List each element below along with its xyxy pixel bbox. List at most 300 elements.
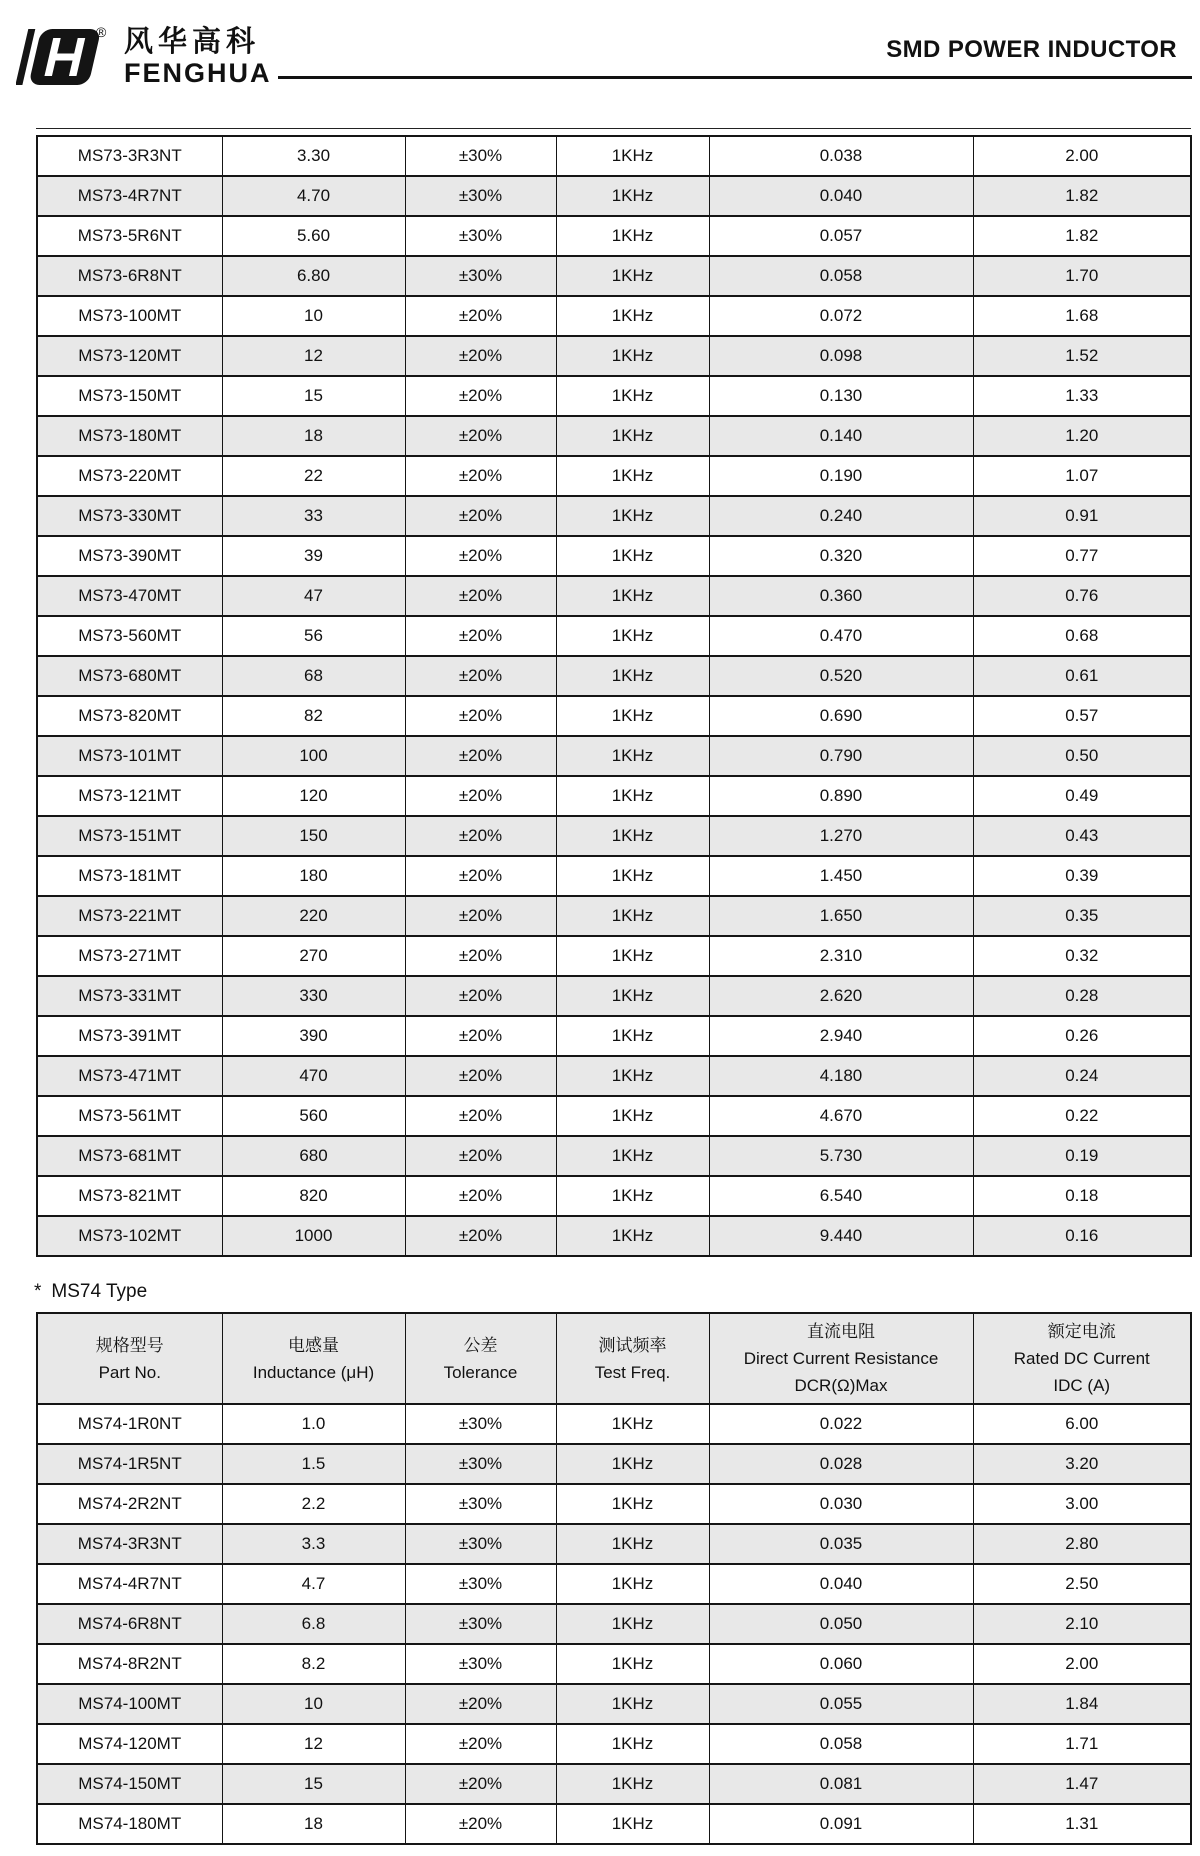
table-cell: 56 — [222, 616, 405, 656]
table-cell: 0.470 — [709, 616, 973, 656]
table-cell: MS73-331MT — [37, 976, 222, 1016]
table-cell: MS73-121MT — [37, 776, 222, 816]
table-cell: ±20% — [405, 1684, 556, 1724]
table-cell: ±30% — [405, 256, 556, 296]
table-cell: 33 — [222, 496, 405, 536]
table-row — [37, 296, 1191, 336]
table-row — [37, 1016, 1191, 1056]
table-cell: 3.3 — [222, 1524, 405, 1564]
table-cell: 0.022 — [709, 1404, 973, 1444]
header-line-en: Direct Current Resistance — [743, 1349, 939, 1368]
table-cell: 0.058 — [709, 1724, 973, 1764]
header-line-en: Part No. — [98, 1362, 161, 1382]
table-cell: ±20% — [405, 896, 556, 936]
table-cell: 1.450 — [709, 856, 973, 896]
table-cell: ±20% — [405, 656, 556, 696]
table-cell: 0.360 — [709, 576, 973, 616]
table-cell: ±20% — [405, 296, 556, 336]
header-line-cn: 公差 — [463, 1335, 498, 1355]
table-cell: 1KHz — [556, 936, 709, 976]
table-cell: 8.2 — [222, 1644, 405, 1684]
table-cell: MS73-102MT — [37, 1216, 222, 1256]
table-cell: 0.77 — [973, 536, 1191, 576]
table-cell: 1KHz — [556, 1524, 709, 1564]
table-cell: 4.70 — [222, 176, 405, 216]
table-cell: 68 — [222, 656, 405, 696]
header-line-en: Inductance (μH) — [252, 1362, 375, 1382]
table-cell: 0.19 — [973, 1136, 1191, 1176]
table-cell: MS73-220MT — [37, 456, 222, 496]
table-cell: 1KHz — [556, 1016, 709, 1056]
table-cell: 2.00 — [973, 1644, 1191, 1684]
table-cell: 0.16 — [973, 1216, 1191, 1256]
table-row — [37, 816, 1191, 856]
table-cell: 1KHz — [556, 376, 709, 416]
table-cell: 5.60 — [222, 216, 405, 256]
table-cell: 1.650 — [709, 896, 973, 936]
header-line-cn: 直流电阻 — [807, 1322, 875, 1341]
header-line-cn: 测试频率 — [598, 1335, 667, 1355]
table-cell: 150 — [222, 816, 405, 856]
table-row — [37, 256, 1191, 296]
table-cell: 2.310 — [709, 936, 973, 976]
table-cell: 1.20 — [973, 416, 1191, 456]
table-row — [37, 1764, 1191, 1804]
table-cell: 0.39 — [973, 856, 1191, 896]
table-cell: MS73-150MT — [37, 376, 222, 416]
table-cell: 820 — [222, 1176, 405, 1216]
table-cell: 1.70 — [973, 256, 1191, 296]
table-cell: 390 — [222, 1016, 405, 1056]
column-header-idc — [973, 1313, 1191, 1404]
table-cell: ±20% — [405, 576, 556, 616]
table-cell: 1KHz — [556, 456, 709, 496]
brand-name-english: FENGHUA — [124, 58, 272, 88]
table-row — [37, 1564, 1191, 1604]
table-cell: 1KHz — [556, 136, 709, 176]
table-row — [37, 136, 1191, 176]
table-cell: 680 — [222, 1136, 405, 1176]
table-cell: MS73-5R6NT — [37, 216, 222, 256]
table-cell: ±30% — [405, 1644, 556, 1684]
table-cell: 1KHz — [556, 1176, 709, 1216]
table-cell: 0.057 — [709, 216, 973, 256]
table-cell: 0.91 — [973, 496, 1191, 536]
table-cell: 0.57 — [973, 696, 1191, 736]
table-cell: MS74-180MT — [37, 1804, 222, 1844]
table-cell: ±30% — [405, 1564, 556, 1604]
table-cell: ±30% — [405, 136, 556, 176]
table-cell: 10 — [222, 296, 405, 336]
table-cell: 0.24 — [973, 1056, 1191, 1096]
header-line-en: Tolerance — [443, 1362, 518, 1382]
table-cell: 1.270 — [709, 816, 973, 856]
table-cell: MS73-4R7NT — [37, 176, 222, 216]
ms74-table-header — [37, 1313, 1191, 1404]
table-cell: MS74-2R2NT — [37, 1484, 222, 1524]
table-cell: 1KHz — [556, 1684, 709, 1724]
table-cell: 1KHz — [556, 336, 709, 376]
registered-trademark-icon: ® — [96, 24, 107, 40]
table-cell: ±30% — [405, 1444, 556, 1484]
table-cell: ±30% — [405, 1524, 556, 1564]
table-cell: 0.058 — [709, 256, 973, 296]
table-cell: ±20% — [405, 416, 556, 456]
table-cell: MS74-1R5NT — [37, 1444, 222, 1484]
table-cell: 3.20 — [973, 1444, 1191, 1484]
table-cell: 2.80 — [973, 1524, 1191, 1564]
table-cell: MS73-180MT — [37, 416, 222, 456]
table-cell: 1KHz — [556, 1484, 709, 1524]
table-cell: 1KHz — [556, 816, 709, 856]
table-cell: 0.038 — [709, 136, 973, 176]
table-cell: 39 — [222, 536, 405, 576]
table-cell: 3.00 — [973, 1484, 1191, 1524]
table-cell: 0.50 — [973, 736, 1191, 776]
table-cell: 1KHz — [556, 216, 709, 256]
table-cell: ±20% — [405, 496, 556, 536]
table-pagebreak-hairline — [36, 128, 1191, 129]
table-cell: 220 — [222, 896, 405, 936]
table-cell: 1KHz — [556, 576, 709, 616]
table-cell: 22 — [222, 456, 405, 496]
table-cell: 0.49 — [973, 776, 1191, 816]
table-cell: 1KHz — [556, 1764, 709, 1804]
table-row — [37, 1216, 1191, 1256]
table-cell: 0.050 — [709, 1604, 973, 1644]
table-cell: 1KHz — [556, 976, 709, 1016]
table-cell: 1KHz — [556, 1724, 709, 1764]
table-cell: MS73-330MT — [37, 496, 222, 536]
table-cell: MS73-560MT — [37, 616, 222, 656]
column-header-part-no — [37, 1313, 222, 1404]
header-row — [37, 1313, 1191, 1404]
table-cell: MS74-6R8NT — [37, 1604, 222, 1644]
table-cell: MS74-150MT — [37, 1764, 222, 1804]
table-cell: 1KHz — [556, 1644, 709, 1684]
table-cell: MS73-120MT — [37, 336, 222, 376]
table-cell: 1KHz — [556, 856, 709, 896]
table-cell: 1KHz — [556, 416, 709, 456]
table-cell: 0.43 — [973, 816, 1191, 856]
table-cell: 0.26 — [973, 1016, 1191, 1056]
table-cell: 1.5 — [222, 1444, 405, 1484]
table-cell: 2.50 — [973, 1564, 1191, 1604]
table-cell: 1.82 — [973, 176, 1191, 216]
table-cell: MS73-820MT — [37, 696, 222, 736]
table-row — [37, 856, 1191, 896]
table-cell: 0.091 — [709, 1804, 973, 1844]
table-cell: MS74-1R0NT — [37, 1404, 222, 1444]
table-cell: 0.76 — [973, 576, 1191, 616]
table-cell: 100 — [222, 736, 405, 776]
table-cell: MS73-271MT — [37, 936, 222, 976]
table-cell: 18 — [222, 1804, 405, 1844]
ms73-spec-table — [36, 135, 1192, 1257]
table-row — [37, 696, 1191, 736]
brand-name-chinese: 风华高科 — [124, 26, 261, 58]
table-cell: 1KHz — [556, 1136, 709, 1176]
table-cell: ±20% — [405, 456, 556, 496]
table-row — [37, 1444, 1191, 1484]
table-cell: ±30% — [405, 1484, 556, 1524]
table-cell: ±20% — [405, 1764, 556, 1804]
table-cell: MS73-3R3NT — [37, 136, 222, 176]
table-cell: 1.82 — [973, 216, 1191, 256]
table-row — [37, 496, 1191, 536]
table-cell: ±20% — [405, 1016, 556, 1056]
table-row — [37, 456, 1191, 496]
table-cell: ±20% — [405, 736, 556, 776]
asterisk-marker: * — [34, 1281, 42, 1302]
table-cell: 12 — [222, 336, 405, 376]
table-cell: 0.32 — [973, 936, 1191, 976]
table-cell: ±20% — [405, 616, 556, 656]
table-cell: 3.30 — [222, 136, 405, 176]
table-cell: MS73-390MT — [37, 536, 222, 576]
table-cell: 1.68 — [973, 296, 1191, 336]
table-cell: 0.035 — [709, 1524, 973, 1564]
table-cell: 0.18 — [973, 1176, 1191, 1216]
table-row — [37, 176, 1191, 216]
table-cell: 0.890 — [709, 776, 973, 816]
table-cell: ±20% — [405, 856, 556, 896]
ms73-table-body — [37, 136, 1191, 1256]
header-line-cn: 规格型号 — [95, 1335, 164, 1355]
table-row — [37, 1056, 1191, 1096]
table-cell: 1.84 — [973, 1684, 1191, 1724]
table-cell: 1KHz — [556, 536, 709, 576]
table-cell: 1KHz — [556, 696, 709, 736]
table-cell: ±20% — [405, 1056, 556, 1096]
table-row — [37, 896, 1191, 936]
table-row — [37, 1684, 1191, 1724]
table-cell: 1KHz — [556, 896, 709, 936]
table-cell: 0.61 — [973, 656, 1191, 696]
table-cell: 6.540 — [709, 1176, 973, 1216]
table-cell: 1KHz — [556, 496, 709, 536]
table-cell: 0.040 — [709, 1564, 973, 1604]
table-cell: 10 — [222, 1684, 405, 1724]
table-cell: MS73-681MT — [37, 1136, 222, 1176]
table-cell: 0.320 — [709, 536, 973, 576]
table-cell: 2.2 — [222, 1484, 405, 1524]
table-cell: 1KHz — [556, 1564, 709, 1604]
table-cell: 9.440 — [709, 1216, 973, 1256]
table-cell: 4.180 — [709, 1056, 973, 1096]
table-row — [37, 1524, 1191, 1564]
table-cell: 1KHz — [556, 1404, 709, 1444]
table-cell: 4.670 — [709, 1096, 973, 1136]
column-header-tolerance — [405, 1313, 556, 1404]
table-cell: 1KHz — [556, 736, 709, 776]
table-row — [37, 576, 1191, 616]
table-cell: 1KHz — [556, 296, 709, 336]
table-cell: ±20% — [405, 696, 556, 736]
table-cell: 1.0 — [222, 1404, 405, 1444]
fenghua-logo-icon — [16, 26, 100, 93]
table-cell: MS73-6R8NT — [37, 256, 222, 296]
table-row — [37, 616, 1191, 656]
table-row — [37, 1096, 1191, 1136]
table-cell: ±30% — [405, 216, 556, 256]
table-row — [37, 976, 1191, 1016]
table-cell: 470 — [222, 1056, 405, 1096]
table-cell: 4.7 — [222, 1564, 405, 1604]
table-cell: ±20% — [405, 1804, 556, 1844]
table-cell: 0.030 — [709, 1484, 973, 1524]
table-cell: ±20% — [405, 1724, 556, 1764]
page-title: SMD POWER INDUCTOR — [886, 36, 1177, 63]
header-line-en: Test Freq. — [594, 1362, 671, 1382]
table-cell: 0.040 — [709, 176, 973, 216]
table-cell: 12 — [222, 1724, 405, 1764]
table-cell: 0.055 — [709, 1684, 973, 1724]
table-cell: 1KHz — [556, 1604, 709, 1644]
table-cell: 1KHz — [556, 1444, 709, 1484]
table-cell: 0.028 — [709, 1444, 973, 1484]
table-cell: 1KHz — [556, 616, 709, 656]
table-cell: 1KHz — [556, 1804, 709, 1844]
header-divider — [278, 76, 1192, 79]
table-row — [37, 1484, 1191, 1524]
table-cell: 0.072 — [709, 296, 973, 336]
table-cell: 0.520 — [709, 656, 973, 696]
table-row — [37, 656, 1191, 696]
table-cell: 15 — [222, 1764, 405, 1804]
table-cell: 1.47 — [973, 1764, 1191, 1804]
table-cell: 0.22 — [973, 1096, 1191, 1136]
table-cell: 2.940 — [709, 1016, 973, 1056]
table-cell: MS73-391MT — [37, 1016, 222, 1056]
table-cell: 0.240 — [709, 496, 973, 536]
table-cell: 0.060 — [709, 1644, 973, 1684]
table-cell: ±30% — [405, 1404, 556, 1444]
table-cell: 0.098 — [709, 336, 973, 376]
table-cell: 1KHz — [556, 776, 709, 816]
table-cell: ±20% — [405, 1176, 556, 1216]
table-cell: 180 — [222, 856, 405, 896]
table-cell: 2.00 — [973, 136, 1191, 176]
section-label-ms74-type — [34, 1281, 147, 1303]
table-cell: MS73-181MT — [37, 856, 222, 896]
table-row — [37, 1724, 1191, 1764]
table-cell: 15 — [222, 376, 405, 416]
table-cell: MS73-821MT — [37, 1176, 222, 1216]
table-cell: ±30% — [405, 176, 556, 216]
table-cell: MS73-561MT — [37, 1096, 222, 1136]
header-line-en2: IDC (A) — [1053, 1376, 1111, 1395]
table-cell: 0.140 — [709, 416, 973, 456]
table-cell: 0.35 — [973, 896, 1191, 936]
table-cell: 560 — [222, 1096, 405, 1136]
table-row — [37, 416, 1191, 456]
table-row — [37, 1404, 1191, 1444]
table-row — [37, 936, 1191, 976]
table-cell: ±20% — [405, 816, 556, 856]
table-cell: MS74-8R2NT — [37, 1644, 222, 1684]
table-cell: 270 — [222, 936, 405, 976]
table-cell: MS73-471MT — [37, 1056, 222, 1096]
table-cell: ±30% — [405, 1604, 556, 1644]
table-cell: 0.081 — [709, 1764, 973, 1804]
table-cell: 0.28 — [973, 976, 1191, 1016]
table-row — [37, 1604, 1191, 1644]
table-cell: ±20% — [405, 1216, 556, 1256]
table-cell: 47 — [222, 576, 405, 616]
ms74-table-body — [37, 1404, 1191, 1844]
table-cell: 82 — [222, 696, 405, 736]
column-header-test-freq — [556, 1313, 709, 1404]
table-cell: MS74-4R7NT — [37, 1564, 222, 1604]
table-cell: ±20% — [405, 776, 556, 816]
table-cell: MS73-100MT — [37, 296, 222, 336]
table-cell: 1KHz — [556, 1216, 709, 1256]
table-cell: 1KHz — [556, 1056, 709, 1096]
table-cell: ±20% — [405, 976, 556, 1016]
table-cell: 1.33 — [973, 376, 1191, 416]
table-row — [37, 536, 1191, 576]
table-cell: MS74-100MT — [37, 1684, 222, 1724]
header-line-en2: DCR(Ω)Max — [794, 1376, 888, 1395]
table-cell: 1.07 — [973, 456, 1191, 496]
table-cell: 1KHz — [556, 256, 709, 296]
table-cell: 0.790 — [709, 736, 973, 776]
table-row — [37, 736, 1191, 776]
table-cell: 0.190 — [709, 456, 973, 496]
table-cell: ±20% — [405, 936, 556, 976]
header-line-cn: 电感量 — [288, 1335, 339, 1355]
header-line-cn: 额定电流 — [1047, 1322, 1116, 1341]
table-row — [37, 216, 1191, 256]
table-row — [37, 1804, 1191, 1844]
table-row — [37, 376, 1191, 416]
table-row — [37, 336, 1191, 376]
table-cell: 0.68 — [973, 616, 1191, 656]
table-cell: ±20% — [405, 536, 556, 576]
table-cell: 6.00 — [973, 1404, 1191, 1444]
table-cell: MS74-120MT — [37, 1724, 222, 1764]
brand-block — [124, 26, 272, 88]
table-cell: 2.620 — [709, 976, 973, 1016]
table-cell: 330 — [222, 976, 405, 1016]
table-cell: 120 — [222, 776, 405, 816]
table-cell: MS73-221MT — [37, 896, 222, 936]
table-cell: 2.10 — [973, 1604, 1191, 1644]
table-cell: 1KHz — [556, 176, 709, 216]
section-label-text: MS74 Type — [51, 1281, 148, 1302]
table-cell: 6.80 — [222, 256, 405, 296]
table-cell: 1.71 — [973, 1724, 1191, 1764]
table-cell: ±20% — [405, 376, 556, 416]
ms74-spec-table — [36, 1312, 1192, 1845]
table-cell: 0.130 — [709, 376, 973, 416]
table-cell: ±20% — [405, 1096, 556, 1136]
column-header-dcr — [709, 1313, 973, 1404]
table-cell: MS73-101MT — [37, 736, 222, 776]
table-cell: 5.730 — [709, 1136, 973, 1176]
table-cell: 1000 — [222, 1216, 405, 1256]
table-row — [37, 1176, 1191, 1216]
table-row — [37, 1644, 1191, 1684]
column-header-inductance — [222, 1313, 405, 1404]
table-cell: MS74-3R3NT — [37, 1524, 222, 1564]
table-cell: 1.52 — [973, 336, 1191, 376]
table-cell: 18 — [222, 416, 405, 456]
table-cell: 1KHz — [556, 1096, 709, 1136]
table-cell: MS73-151MT — [37, 816, 222, 856]
table-cell: MS73-680MT — [37, 656, 222, 696]
